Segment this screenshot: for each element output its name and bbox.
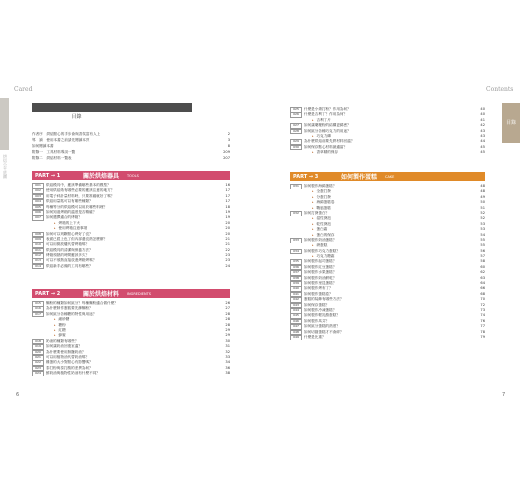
toc-entry-page: 19 [225,209,230,214]
toc-entry-number: 047 [290,324,302,329]
contents-subtitle: 目錄 [68,114,86,121]
part-1-header [32,171,230,180]
part-3-title: 如何製作蛋糕 [341,174,378,181]
part-1-number: PART → 1 [35,172,61,179]
bullet-icon: ▸ [54,317,56,322]
toc-entry-title: 可以用植物油代替奶油嗎？ [46,355,90,359]
toc-entry-title: 為什麼要使用無鹽奶油？ [46,349,86,354]
toc-entry-number: 008 [32,232,44,237]
toc-subentry-title: 蛋白霜 [316,227,328,232]
toc-entry-title: 鮮奶油與植物性奶油有什麼不同？ [46,371,100,376]
toc-entry-page: 30 [225,338,230,343]
bullet-icon: ▸ [312,150,314,155]
toc-entry[interactable] [32,371,230,376]
toc-entry-number: 014 [32,264,44,269]
toc-subentry-page: 49 [480,194,485,199]
toc-entry-number: 038 [290,276,302,281]
toc-entry-title: 如何保存蛋糕？ [304,302,330,307]
toc-entry-title: 蛋糕的装飾有哪些方法？ [304,297,344,302]
toc-subentry-page: 43 [480,133,485,138]
right-top-list [290,107,485,156]
toc-entry-page: 28 [225,311,230,316]
part-1-title: 關於烘焙器具 [83,173,120,180]
toc-entry-page: 24 [225,263,230,268]
toc-entry-number: 030 [290,145,302,150]
spine-tab [0,98,9,150]
toc-subentry-title: 吉利丁片 [316,117,331,122]
toc-entry-title: 如何製作水果蛋糕？ [304,270,337,275]
toc-entry-number: 040 [290,286,302,291]
toc-entry-page: 79 [480,334,485,339]
part-3-english: CAKE [385,174,395,179]
toc-entry-title: 如何製作冷凍蛋糕？ [304,308,337,313]
toc-entry-title: 烘焙用量匙可以有哪些種類？ [46,199,93,204]
toc-entry-page: 34 [225,360,230,365]
toc-subentry-page: 52 [480,216,485,221]
toc-entry-number: 024 [32,371,44,376]
toc-entry-title: 每種等分的烘焙模可以用於哪些料理？ [46,204,108,209]
intro-row-page: 8 [227,144,230,148]
toc-subentry-page: 41 [480,117,485,122]
toc-entry-number: 010 [32,242,44,247]
toc-entry-title: 如何製作蛋糕卷？ [304,291,333,296]
toc-entry-page: 17 [225,193,230,198]
toc-entry-number: 041 [290,292,302,297]
toc-entry-title: 如何切割蛋糕才不會碎？ [304,329,344,334]
intro-row-label: 如何閱讀本書 [32,144,54,148]
toc-entry-number: 002 [32,188,44,193]
toc-entry-page: 70 [480,297,485,302]
toc-entry-title: 如何區分各種糖的特性與用途？ [46,311,97,316]
toc-entry[interactable] [32,264,230,269]
toc-subentry-page: 54 [480,232,485,237]
toc-entry-page: 62 [480,270,485,275]
part-2-header [32,289,230,298]
toc-entry-number: 001 [32,183,44,188]
toc-entry-number: 006 [32,210,44,215]
toc-entry-page: 27 [225,306,230,311]
toc-entry-page: 20 [225,231,230,236]
toc-entry-number: 033 [290,238,302,243]
part-3-list [290,184,485,340]
toc-entry-title: 如何製作里昆蛋糕？ [304,281,337,286]
toc-entry-title: 如何讓麾粳粉的結構更綿密？ [304,123,351,128]
toc-entry-number: 026 [290,112,302,117]
toc-subentry-page: 55 [480,243,485,248]
toc-subentry-page: 48 [480,189,485,194]
intro-row [32,155,230,161]
toc-entry-title: 用電子秤計量材料時，只要准確就好了嗎？ [46,193,115,198]
toc-entry-page: 26 [225,301,230,305]
part-3-header [290,172,485,181]
toc-entry-number: 049 [290,335,302,340]
toc-entry-title: 烘焙模具中，應該準備哪些基本的模型？ [46,183,111,188]
toc-entry-title: 什麼是小煩打粉？作用為何？ [304,107,351,112]
toc-subentry-title: 全蛋打發 [316,189,331,194]
toc-entry-page: 48 [480,184,485,188]
toc-entry-number: 044 [290,308,302,313]
toc-entry-number: 034 [290,249,302,254]
toc-entry-title: 如何打發蛋白？ [304,211,330,216]
toc-entry-number: 009 [32,237,44,242]
toc-entry-title: 烤箱預熱的時間應該多久？ [46,253,90,258]
toc-entry-number: 032 [290,211,302,216]
toc-subentry-page: 53 [480,221,485,226]
intro-row-label: 附錄一 工具材料專詞一覽 [32,150,76,154]
toc-entry-title: 烘焙新手必備的工具有哪些？ [46,263,93,268]
toc-entry-page: 18 [225,204,230,209]
toc-entry-page: 40 [480,112,485,117]
toc-entry-title: 如何製作起司蛋糕？ [304,259,337,264]
toc-entry-number: 031 [290,184,302,189]
toc-entry-page: 77 [480,324,485,329]
toc-entry-title: 如何可以判斷點心烤好了沒？ [46,231,93,236]
toc-entry-page: 58 [480,259,485,264]
toc-entry-page: 17 [225,199,230,204]
toc-subentry-title: 乾性發泡 [316,221,331,226]
toc-entry-page: 63 [480,275,485,280]
left-page-number: 6 [16,392,20,398]
intro-row-label: 作者序 烘焙點心的手步會與香氛富有人上 [32,132,101,136]
toc-entry-number: 028 [290,129,302,134]
toc-entry-page: 36 [225,365,230,370]
toc-entry-title: 如何區分各種巧克力的用途？ [304,128,351,133]
toc-entry-title: 如何製作海綿蛋糕？ [304,184,337,189]
left-running-head: Cared [14,86,33,93]
bullet-icon: ▸ [54,333,56,338]
toc-entry-number: 013 [32,258,44,263]
toc-entry-page: 22 [225,247,230,252]
toc-entry-title: 為什麼制作蛋糕要先篩麵粉？ [46,306,93,311]
toc-entry-number: 036 [290,265,302,270]
toc-entry-title: 如何製作紅豆蛋糕？ [304,264,337,269]
bullet-icon: ▸ [312,216,314,221]
toc-entry-title: 如何製作烤布丁？ [304,286,333,291]
toc-entry-page: 43 [480,128,485,133]
toc-entry-number: 022 [32,360,44,365]
toc-entry-title: 可以不預熱直接放進烤箱烤嗎？ [46,258,97,263]
toc-subentry-title: 海綿蛋糕卷 [316,200,335,205]
toc-entry-page: 74 [480,313,485,318]
toc-subentry-title: 戰風蛋糕 [316,205,331,210]
toc-entry-title: 奶油的種類有哪些？ [46,338,79,343]
toc-subentry-page: 20 [225,220,230,225]
toc-entry-number: 045 [290,313,302,318]
toc-subentry[interactable] [290,150,485,155]
toc-subentry-title: 細砂糖 [58,317,70,322]
intro-row-label: 導 讀 使用本書之前請先閱讀本頁 [32,138,90,142]
toc-entry-number: 035 [290,259,302,264]
toc-entry-page: 66 [480,286,485,291]
toc-entry-number: 019 [32,344,44,349]
toc-entry-number: 018 [32,339,44,344]
toc-entry-page: 52 [480,210,485,215]
toc-subentry-page: 28 [225,317,230,322]
bullet-icon: ▸ [312,194,314,199]
intro-row-page: 207 [223,156,230,160]
toc-entry-title: 如何選擇適合的烤箱？ [46,215,82,220]
toc-entry-title: 可以用微波爐代替烤箱嗎？ [46,242,90,247]
part-2-title: 關於烘焙材料 [83,291,120,298]
right-page-number: 7 [502,392,506,398]
toc-subentry-title: 磅蛋糕 [316,243,328,248]
bullet-icon: ▸ [312,232,314,237]
toc-entry-number: 011 [32,248,44,253]
toc-entry-page: 16 [225,183,230,187]
toc-subentry-title: 巧克力糖霜 [316,254,335,259]
toc-subentry-title: 糖粉 [58,322,66,327]
toc-subentry-title: 蜂蜜 [58,333,66,338]
intro-row-label: 附錄二 烘焙材料一覽表 [32,156,72,160]
part-2-english: INGREDIENTS [127,291,151,296]
toc-entry-page: 56 [480,248,485,253]
toc-entry-number: 037 [290,270,302,275]
toc-entry-number: 020 [32,350,44,355]
toc-subentry-page: 53 [480,227,485,232]
bullet-icon: ▸ [312,254,314,259]
toc-entry-number: 043 [290,303,302,308]
toc-subentry-page: 57 [480,254,485,259]
spine-text: 烘焙小平底鐗 [3,154,7,179]
toc-entry-number: 046 [290,319,302,324]
toc-entry-number: 005 [32,205,44,210]
toc-entry-page: 45 [480,144,485,149]
toc-subentry-title: 分蛋打發 [316,194,331,199]
part-1-list [32,183,230,269]
toc-subentry-title: 香草精的保存 [316,150,339,155]
intro-row-page: 209 [223,150,230,154]
toc-entry-page: 44 [480,139,485,144]
toc-entry-number: 021 [32,355,44,360]
toc-entry-number: 048 [290,330,302,335]
toc-entry-title: 泰打粉與泰打酸的差異為何？ [46,365,93,370]
toc-subentry-page: 50 [480,200,485,205]
bullet-icon: ▸ [54,327,56,332]
toc-subentry-page: 45 [480,150,485,155]
toc-subentry-title: 巧克力磚 [316,133,331,138]
toc-entry-title: 如何保存點心材料最適當？ [304,144,348,149]
toc-entry-number: 025 [290,107,302,112]
toc-entry-page: 23 [225,258,230,263]
toc-entry[interactable] [290,335,485,340]
toc-entry-page: 32 [225,349,230,354]
bullet-icon: ▸ [312,189,314,194]
bullet-icon: ▸ [54,226,56,231]
part-2-number: PART → 2 [35,290,61,297]
toc-entry-number: 023 [32,366,44,371]
toc-entry-page: 21 [225,242,230,247]
toc-entry-title: 雞蛋的大小對點心有影響嗎？ [46,360,93,365]
toc-subentry-title: 紅糖 [58,327,66,332]
toc-entry-number: 016 [32,306,44,311]
toc-entry-page: 40 [480,107,485,111]
toc-entry-title: 表面已經上色了但內部還沒熟怎麼辦？ [46,237,108,241]
toc-entry-title: 如何製作奶油餅乾？ [304,275,337,280]
toc-subentry-page: 20 [225,226,230,231]
toc-entry-title: 如何知道烤箱的溫度是否精確？ [46,210,97,215]
toc-entry-number: 004 [32,199,44,204]
toc-entry-page: 64 [480,281,485,286]
bullet-icon: ▸ [312,243,314,248]
intro-list [32,131,230,161]
toc-entry-number: 003 [32,194,44,199]
part-2-list [32,301,230,376]
toc-subentry-page: 28 [225,322,230,327]
toc-subentry-title: 湿性發泡 [316,216,331,221]
toc-subentry-page: 29 [225,333,230,338]
toc-entry-title: 如何製作巧克力蛋糕？ [304,248,340,253]
toc-entry-number: 039 [290,281,302,286]
bullet-icon: ▸ [312,200,314,205]
toc-entry-title: 如何讓奶油回復室溫？ [46,344,82,349]
right-running-head: Contents [486,86,514,93]
toc-entry-page: 17 [225,188,230,193]
toc-entry-page: 42 [480,123,485,128]
toc-entry-page: 21 [225,236,230,241]
intro-row-page: 3 [227,138,230,142]
bullet-icon: ▸ [312,117,314,122]
toc-entry-page: 73 [480,307,485,312]
bullet-icon: ▸ [312,133,314,138]
toc-subentry-title: 使用烤箱注意事項 [58,226,88,231]
toc-entry-number: 042 [290,297,302,302]
toc-subentry-page: 51 [480,205,485,210]
toc-entry-title: 如何區分蛋糕的熟度？ [304,324,340,329]
bullet-icon: ▸ [312,227,314,232]
toc-subentry-page: 29 [225,327,230,332]
toc-entry-page: 55 [480,237,485,242]
intro-row-page: 2 [227,132,230,136]
toc-entry-page: 38 [225,371,230,376]
toc-entry-page: 60 [480,264,485,269]
toc-entry-title: 如何製作輕乳酪蛋糕？ [304,313,340,318]
toc-entry-page: 78 [480,329,485,334]
part-1-english: TOOLS [127,173,139,178]
toc-entry-page: 76 [480,318,485,323]
toc-subentry-title: 蛋白的保存 [316,232,335,237]
part-3-number: PART → 3 [293,173,319,180]
bullet-icon: ▸ [312,221,314,226]
toc-entry-number: 017 [32,312,44,317]
contents-header [32,103,192,120]
toc-entry-title: 如何製作馬芬？ [304,318,330,323]
toc-entry-title: 烘焙模具的清潔與保養方法？ [46,247,93,252]
toc-entry-page: 31 [225,344,230,349]
toc-entry-title: 什麼是比重？ [304,335,326,340]
toc-entry-title: 麵粉的種類如何區分？每種麵粉適合做什麼？ [46,301,118,306]
toc-entry-number: 012 [32,253,44,258]
contents-title: Contents [35,114,58,120]
toc-entry-page: 23 [225,253,230,258]
toc-entry-title: 為什麼烘焙前要先將材料回溫？ [304,139,355,144]
toc-entry-number: 015 [32,301,44,306]
toc-entry-number: 007 [32,215,44,220]
toc-entry-page: 72 [480,302,485,307]
toc-entry-number: 029 [290,139,302,144]
toc-entry-title: 使用烘焙紙有哪些必要的應該注意的地方？ [46,188,115,193]
right-section-tab: 目錄 [502,103,520,143]
toc-entry-page: 33 [225,354,230,359]
toc-entry-number: 027 [290,123,302,128]
toc-entry-page: 68 [480,291,485,296]
toc-entry-title: 如何製作奶油蛋糕？ [304,238,337,242]
toc-entry-title: 什麼是吉利丁？作用為何？ [304,112,348,117]
bullet-icon: ▸ [54,220,56,225]
bullet-icon: ▸ [312,205,314,210]
toc-subentry-title: 烤箱的上下火 [58,220,81,225]
toc-entry-page: 19 [225,215,230,220]
bullet-icon: ▸ [54,322,56,327]
